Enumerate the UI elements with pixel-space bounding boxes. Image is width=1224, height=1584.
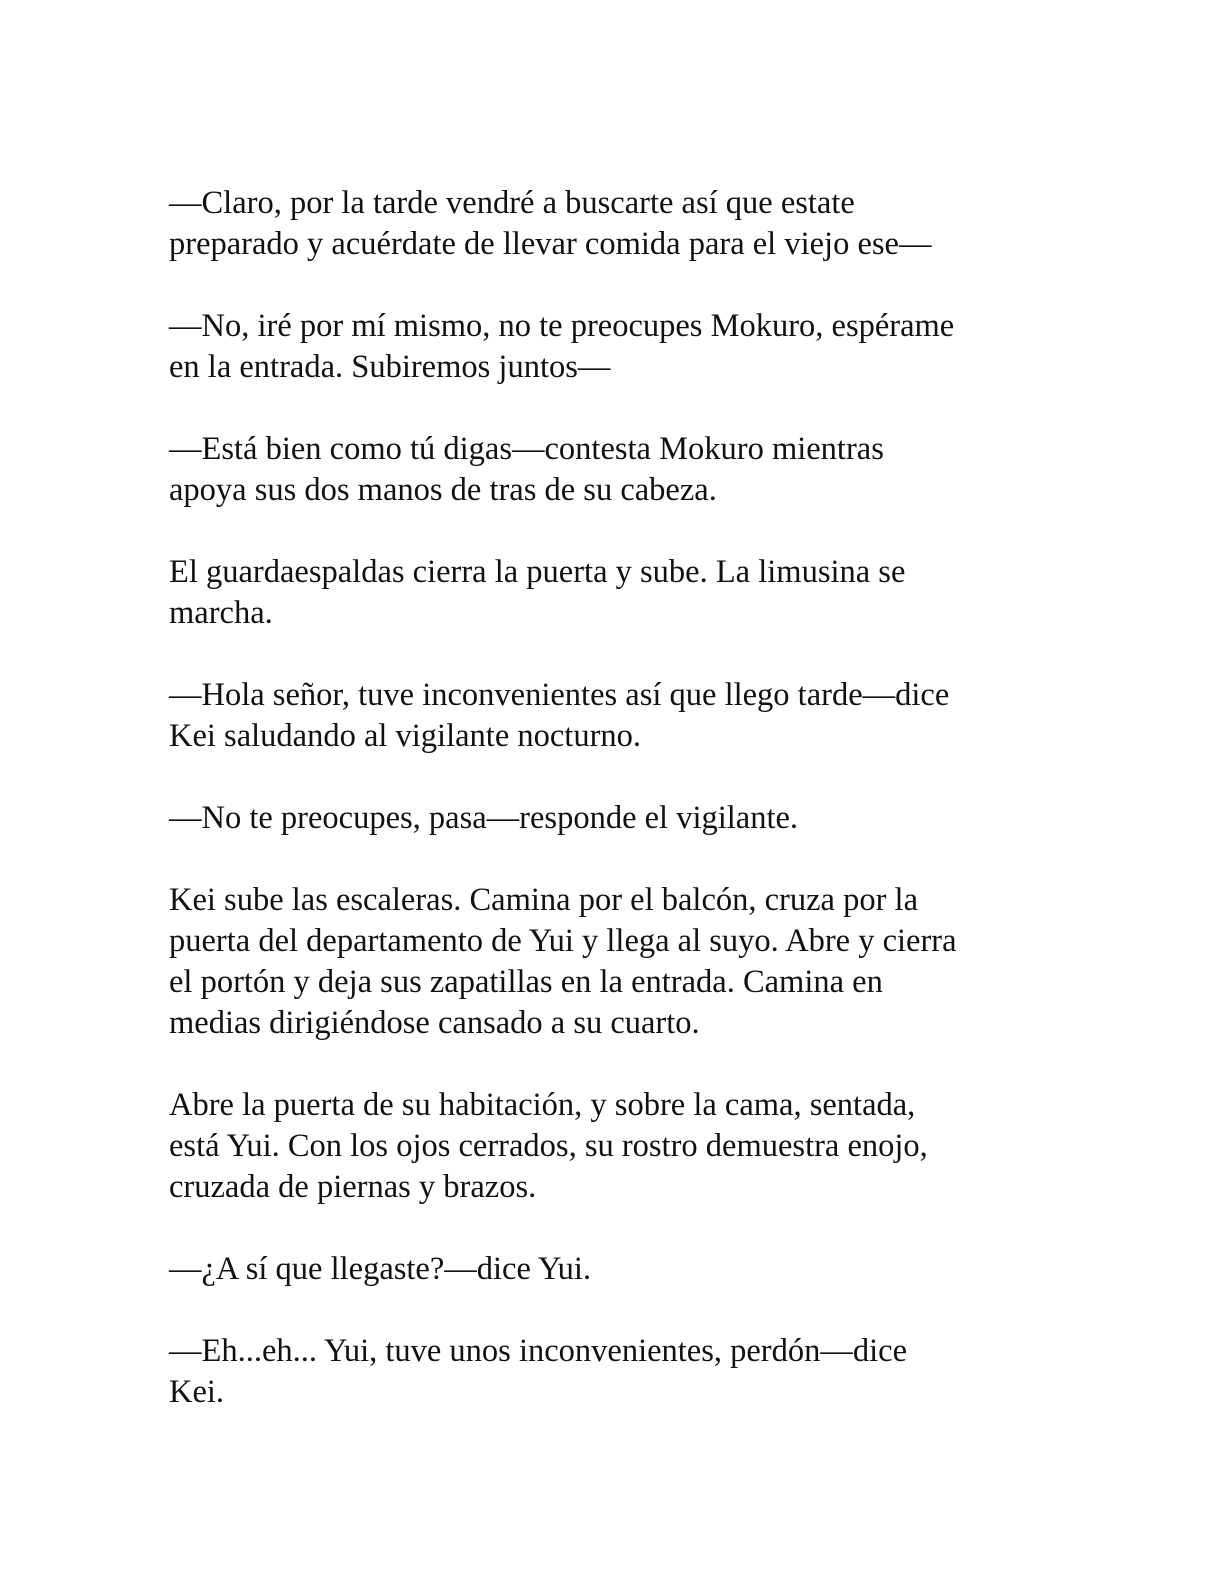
text-line: —¿A sí que llegaste?—dice Yui. <box>169 1251 592 1287</box>
text-line: Abre la puerta de su habitación, y sobre la cama, sentada, <box>169 1087 916 1123</box>
paragraph <box>169 1249 1069 1290</box>
paragraph <box>169 880 1069 1044</box>
text-line: marcha. <box>169 595 273 631</box>
text-line: puerta del departamento de Yui y llega al suyo. Abre y cierra <box>169 923 957 959</box>
text-line: —Está bien como tú digas—contesta Mokuro mientras <box>169 431 884 467</box>
text-line: en la entrada. Subiremos juntos— <box>169 349 611 385</box>
text-line: —Eh...eh... Yui, tuve unos inconvenientes, perdón—dice <box>169 1333 908 1369</box>
paragraph <box>169 306 1069 388</box>
text-line: Kei sube las escaleras. Camina por el balcón, cruza por la <box>169 882 918 918</box>
text-line: medias dirigiéndose cansado a su cuarto. <box>169 1005 700 1041</box>
text-body <box>169 183 1069 1413</box>
text-line: El guardaespaldas cierra la puerta y sube. La limusina se <box>169 554 906 590</box>
text-line: —Hola señor, tuve inconvenientes así que llego tarde—dice <box>169 677 950 713</box>
text-line: está Yui. Con los ojos cerrados, su rostro demuestra enojo, <box>169 1128 928 1164</box>
paragraph <box>169 1331 1069 1413</box>
text-line: cruzada de piernas y brazos. <box>169 1169 537 1205</box>
text-line: apoya sus dos manos de tras de su cabeza. <box>169 472 717 508</box>
text-line: —Claro, por la tarde vendré a buscarte así que estate <box>169 185 855 221</box>
paragraph <box>169 675 1069 757</box>
paragraph <box>169 429 1069 511</box>
paragraph <box>169 1085 1069 1208</box>
paragraph <box>169 183 1069 265</box>
paragraph <box>169 552 1069 634</box>
text-line: el portón y deja sus zapatillas en la entrada. Camina en <box>169 964 883 1000</box>
text-line: preparado y acuérdate de llevar comida para el viejo ese— <box>169 226 932 262</box>
text-line: Kei. <box>169 1374 225 1410</box>
text-line: —No te preocupes, pasa—responde el vigilante. <box>169 800 799 836</box>
text-line: Kei saludando al vigilante nocturno. <box>169 718 642 754</box>
text-line: —No, iré por mí mismo, no te preocupes Mokuro, espérame <box>169 308 955 344</box>
paragraph <box>169 798 1069 839</box>
